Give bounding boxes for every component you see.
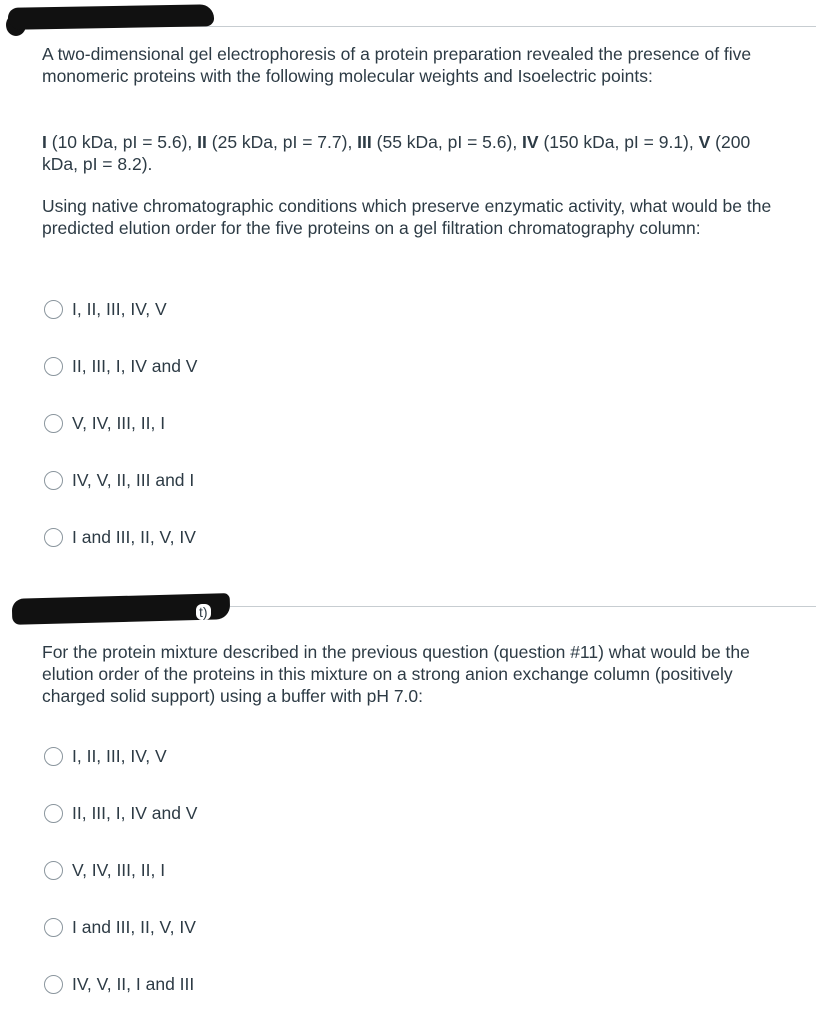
question-12-option-1[interactable] <box>44 745 167 767</box>
protein-label: II <box>197 132 207 152</box>
option-label: I and III, II, V, IV <box>72 526 196 547</box>
option-label: IV, V, II, III and I <box>72 469 195 490</box>
redaction-mark <box>8 4 214 30</box>
radio-button[interactable] <box>44 471 63 490</box>
question-11-option-1[interactable] <box>44 298 167 320</box>
protein-details: (25 kDa, pI = 7.7), <box>206 132 358 152</box>
radio-button[interactable] <box>44 804 63 823</box>
question-11-prompt: Using native chromatographic conditions which preserve enzymatic activity, what would be the predicted elution order for the five proteins on a gel filtration chromatography column: <box>42 196 772 238</box>
option-label: I and III, II, V, IV <box>72 916 196 937</box>
question-11-option-4[interactable] <box>44 469 194 491</box>
option-label: II, III, I, IV and V <box>72 802 198 823</box>
question-11-option-3[interactable] <box>44 412 165 434</box>
option-label: V, IV, III, II, I <box>72 412 166 433</box>
question-12-option-5[interactable] <box>44 973 194 995</box>
question-header-fragment: t) <box>196 604 211 620</box>
radio-button[interactable] <box>44 918 63 937</box>
option-label: I, II, III, IV, V <box>72 298 167 319</box>
protein-label: III <box>357 132 372 152</box>
radio-button[interactable] <box>44 414 63 433</box>
option-label: IV, V, II, I and III <box>72 973 195 994</box>
radio-button[interactable] <box>44 528 63 547</box>
protein-details: (55 kDa, pI = 5.6), <box>371 132 523 152</box>
question-12-prompt: For the protein mixture described in the previous question (question #11) what would be the elution order of the proteins in this mixture on a strong anion exchange column (positively charged solid support) using a buffer with pH 7.0: <box>42 642 750 706</box>
question-12-option-2[interactable] <box>44 802 197 824</box>
radio-button[interactable] <box>44 357 63 376</box>
question-11-option-2[interactable] <box>44 355 197 377</box>
protein-label: IV <box>522 132 539 152</box>
protein-details: (150 kDa, pI = 9.1), <box>538 132 699 152</box>
option-label: II, III, I, IV and V <box>72 355 198 376</box>
radio-button[interactable] <box>44 975 63 994</box>
radio-button[interactable] <box>44 747 63 766</box>
radio-button[interactable] <box>44 861 63 880</box>
question-12-option-4[interactable] <box>44 916 196 938</box>
option-label: V, IV, III, II, I <box>72 859 166 880</box>
protein-label: V <box>698 132 711 152</box>
option-label: I, II, III, IV, V <box>72 745 167 766</box>
radio-button[interactable] <box>44 300 63 319</box>
question-11-intro: A two-dimensional gel electrophoresis of a protein preparation revealed the presence of five monomeric proteins with the following molecular weights and Isoelectric points: <box>42 44 752 86</box>
protein-label: I <box>42 132 47 152</box>
protein-details: (200 kDa, pI = 8.2). <box>42 132 751 174</box>
question-11-option-5[interactable] <box>44 526 196 548</box>
question-11-protein-list <box>42 131 782 175</box>
question-12-option-3[interactable] <box>44 859 165 881</box>
protein-details: (10 kDa, pI = 5.6), <box>46 132 198 152</box>
